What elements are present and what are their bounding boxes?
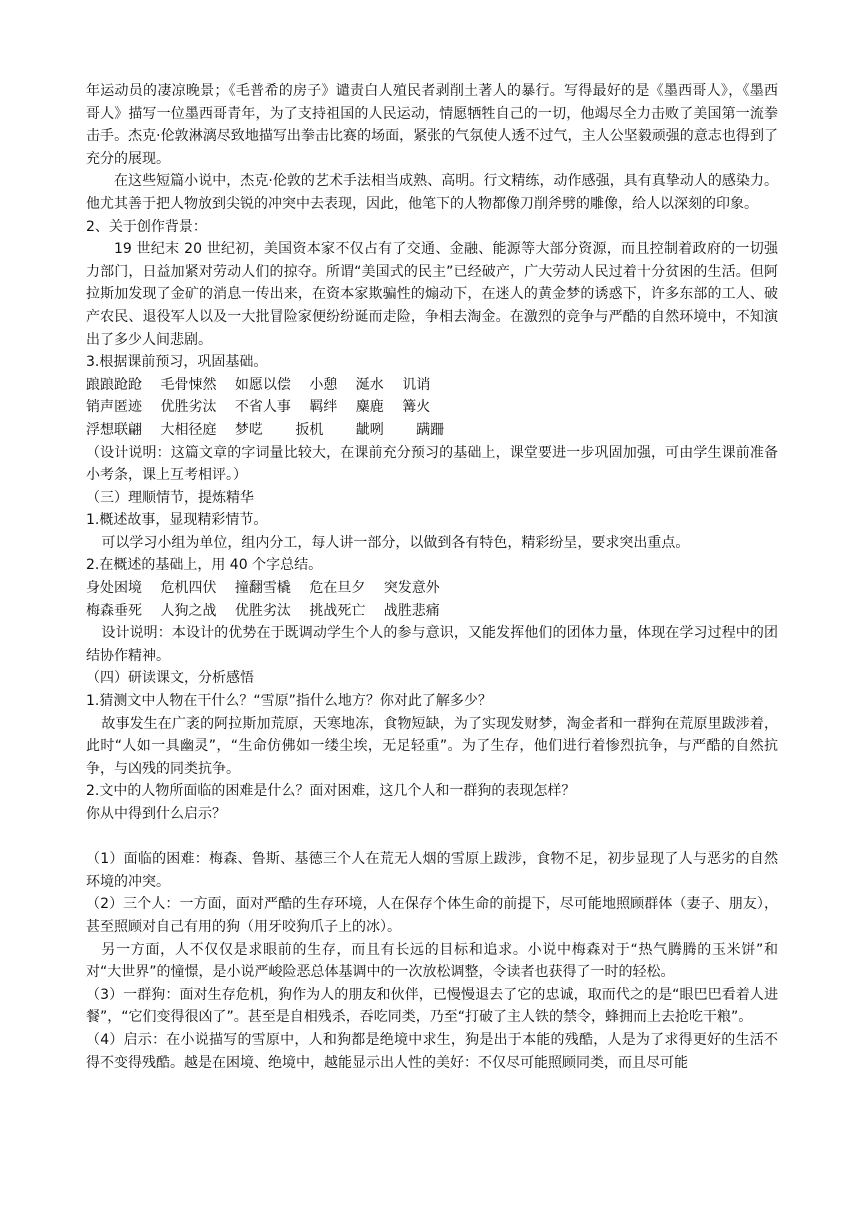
question-1: 1.猜测文中人物在干什么？“雪原”指什么地方？你对此了解多少？ [86,693,492,710]
paragraph-short-stories-summary: 年运动员的凄凉晚景；《毛普希的房子》谴责白人殖民者剥削土著人的暴行。写得最好的是《墨西哥人》，《墨西哥人》描写一位墨西哥青年，为了支持祖国的人民运动，情愿牺牲自己的一切，他竭尽全力击败了美国第一流拳击手。杰克·伦敦淋漓尽致地描写出拳击比赛的场面，紧张的气氛使人透不过气，主人公坚毅顽强的意志也得到了充分的展现。 [86,83,778,167]
paragraph-group-work: 可以学习小组为单位，组内分工，每人讲一部分，以做到各有特色，精彩纷呈，要求突出重点。 [101,534,690,551]
paragraph-historical-background: 19 世纪末 20 世纪初，美国资本家不仅占有了交通、金融、能源等大部分资源，而且控制着政府的一切强力部门，日益加紧对劳动人们的掠夺。所谓“美国式的民主”已经破产，广大劳动人民过着十分贫困的生活。但阿拉斯加发现了金矿的消息一传出来，在资本家欺骗性的煽动下，在迷人的黄金梦的诱惑下，许多东部的工人、破产农民、退役军人以及一大批冒险家便纷纷诞而走险，争相去淘金。在激烈的竞争与严酷的自然环境中，不知演出了多少人间悲剧。 [86,241,778,348]
answer-2-part-1: （1）面临的困难：梅森、鲁斯、基德三个人在荒无人烟的雪原上跋涉，食物不足，初步显现了人与恶劣的自然环境的冲突。 [86,851,778,890]
document-page [86,80,778,1074]
question-2-continued: 你从中得到什么启示？ [86,806,226,822]
section-heading-study-text: （四）研读课文，分析感悟 [86,670,254,687]
blank-line [86,826,778,849]
vocabulary-row-2: 销声匿迹 优胜劣汰 不省人事 羁绊 麋鹿 篝火 [86,399,431,416]
answer-2-part-3: （3）一群狗：面对生存危机，狗作为人的朋友和伙伴，已慢慢退去了它的忠诚，取而代之的是“眼巴巴看着人进餐”，“它们变得很凶了”。甚至是自相残杀，吞吃同类，乃至“打破了主人铁的禁令，蜂拥而上去抢吃干粮”。 [86,986,778,1026]
answer-2-part-2: （2）三个人：一方面，面对严酷的生存环境，人在保存个体生命的前提下，尽可能地照顾群体（妻子、朋友），甚至照顾对自己有用的狗（用牙咬狗爪子上的冰）。 [86,896,778,935]
summary-phrases-row-2: 梅森垂死 人狗之战 优胜劣汰 挑战死亡 战胜悲痛 [86,602,440,619]
question-2: 2.文中的人物所面临的困难是什么？面对困难，这几个人和一群狗的表现怎样？ [86,783,576,800]
heading-creation-background: 2、关于创作背景： [86,218,207,235]
vocabulary-row-3: 浮想联翩 大相径庭 梦呓 扳机 龇咧 蹒跚 [86,421,445,438]
heading-forty-characters: 2.在概述的基础上，用 40 个字总结。 [86,557,323,574]
heading-preview-basics: 3.根据课前预习，巩固基础。 [86,354,268,371]
answer-1: 故事发生在广袤的阿拉斯加荒原，天寒地冻，食物短缺，为了实现发财梦，淘金者和一群狗在荒原里跋涉着，此时“人如一具幽灵”，“生命仿佛如一缕尘埃，无足轻重”。为了生存，他们进行着惨烈抗争，与严酷的自然抗争，与凶残的同类抗争。 [86,715,778,777]
heading-summarize-story: 1.概述故事，显现精彩情节。 [86,512,268,529]
design-note-vocabulary: （设计说明：这篇文章的字词量比较大，在课前充分预习的基础上，课堂要进一步巩固加强，可由学生课前准备小考条，课上互考相评。） [86,444,778,484]
answer-2-part-2-continued: 另一方面，人不仅仅是求眼前的生存，而且有长远的目标和追求。小说中梅森对于“热气腾腾的玉米饼”和对“大世界”的憧憬，是小说严峻险恶总体基调中的一次放松调整，令读者也获得了一时的轻松。 [86,941,778,981]
design-note-teamwork: 设计说明：本设计的优势在于既调动学生个人的参与意识，又能发挥他们的团体力量，体现在学习过程中的团结协作精神。 [86,625,778,664]
answer-2-part-4: （4）启示：在小说描写的雪原中，人和狗都是绝境中求生，狗是出于本能的残酷，人是为了求得更好的生活不得不变得残酷。越是在困境、绝境中，越能显示出人性的美好：不仅尽可能照顾同类，而且尽可能 [86,1031,778,1071]
section-heading-plot: （三）理顺情节，提炼精华 [86,489,254,506]
summary-phrases-row-1: 身处困境 危机四伏 撞翻雪橇 危在旦夕 突发意外 [86,580,440,597]
paragraph-artistic-technique: 在这些短篇小说中，杰克·伦敦的艺术手法相当成熟、高明。行文精练，动作感强，具有真挚动人的感染力。他尤其善于把人物放到尖锐的冲突中去表现，因此，他笔下的人物都像刀削斧劈的雕像，给人以深刻的印象。 [86,173,778,212]
vocabulary-row-1: 踉踉跄跄 毛骨悚然 如愿以偿 小憩 涎水 讥诮 [86,376,431,393]
